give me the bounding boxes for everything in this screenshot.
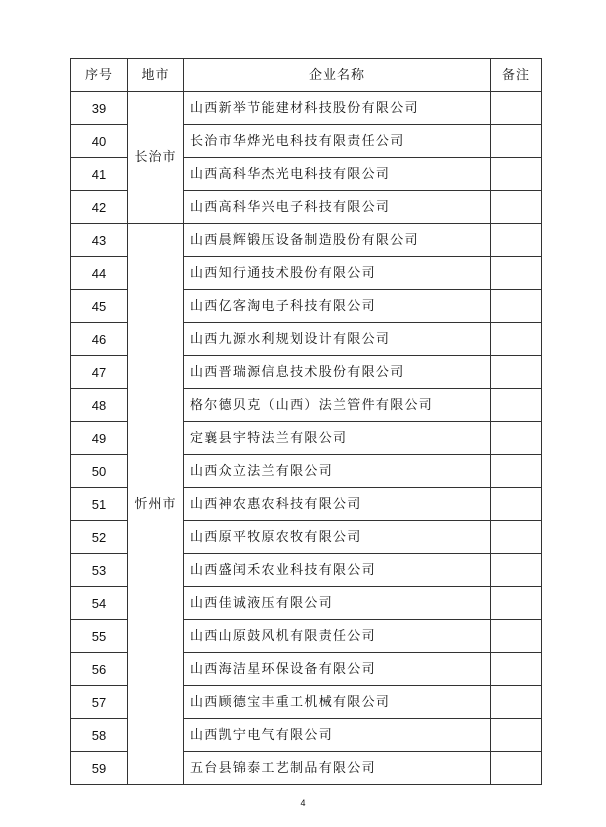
row-enterprise-name: 山西顾德宝丰重工机械有限公司 <box>184 686 491 719</box>
row-enterprise-name: 山西原平牧原农牧有限公司 <box>184 521 491 554</box>
row-enterprise-name: 山西九源水利规划设计有限公司 <box>184 323 491 356</box>
row-remarks <box>491 587 542 620</box>
row-enterprise-name: 山西神农惠农科技有限公司 <box>184 488 491 521</box>
header-city: 地市 <box>128 59 184 92</box>
row-remarks <box>491 752 542 785</box>
row-enterprise-name: 五台县锦泰工艺制品有限公司 <box>184 752 491 785</box>
row-seq: 52 <box>71 521 128 554</box>
row-enterprise-name: 山西凯宁电气有限公司 <box>184 719 491 752</box>
row-seq: 48 <box>71 389 128 422</box>
row-enterprise-name: 山西知行通技术股份有限公司 <box>184 257 491 290</box>
row-enterprise-name: 格尔德贝克（山西）法兰管件有限公司 <box>184 389 491 422</box>
row-remarks <box>491 554 542 587</box>
row-remarks <box>491 455 542 488</box>
row-enterprise-name: 山西晋瑞源信息技术股份有限公司 <box>184 356 491 389</box>
row-enterprise-name: 山西高科华兴电子科技有限公司 <box>184 191 491 224</box>
row-remarks <box>491 686 542 719</box>
row-seq: 50 <box>71 455 128 488</box>
row-remarks <box>491 92 542 125</box>
row-enterprise-name: 山西亿客淘电子科技有限公司 <box>184 290 491 323</box>
row-enterprise-name: 定襄县宇特法兰有限公司 <box>184 422 491 455</box>
row-seq: 44 <box>71 257 128 290</box>
row-enterprise-name: 山西山原鼓风机有限责任公司 <box>184 620 491 653</box>
row-remarks <box>491 224 542 257</box>
row-seq: 46 <box>71 323 128 356</box>
row-seq: 42 <box>71 191 128 224</box>
row-seq: 39 <box>71 92 128 125</box>
row-remarks <box>491 290 542 323</box>
row-city: 长治市 <box>128 92 184 224</box>
row-enterprise-name: 山西佳诚液压有限公司 <box>184 587 491 620</box>
row-remarks <box>491 389 542 422</box>
row-seq: 57 <box>71 686 128 719</box>
row-enterprise-name: 山西高科华杰光电科技有限公司 <box>184 158 491 191</box>
row-seq: 45 <box>71 290 128 323</box>
row-remarks <box>491 356 542 389</box>
row-remarks <box>491 422 542 455</box>
row-city: 忻州市 <box>128 224 184 785</box>
row-seq: 51 <box>71 488 128 521</box>
row-seq: 47 <box>71 356 128 389</box>
row-seq: 49 <box>71 422 128 455</box>
enterprise-table <box>70 58 542 785</box>
row-seq: 55 <box>71 620 128 653</box>
table-header-row <box>71 59 542 92</box>
row-seq: 54 <box>71 587 128 620</box>
row-seq: 58 <box>71 719 128 752</box>
row-seq: 40 <box>71 125 128 158</box>
row-remarks <box>491 488 542 521</box>
row-enterprise-name: 山西众立法兰有限公司 <box>184 455 491 488</box>
row-seq: 41 <box>71 158 128 191</box>
row-remarks <box>491 191 542 224</box>
table-row <box>71 92 542 125</box>
row-seq: 56 <box>71 653 128 686</box>
row-seq: 43 <box>71 224 128 257</box>
row-enterprise-name: 长治市华烨光电科技有限责任公司 <box>184 125 491 158</box>
row-enterprise-name: 山西新举节能建材科技股份有限公司 <box>184 92 491 125</box>
table-row <box>71 224 542 257</box>
row-remarks <box>491 521 542 554</box>
page-number: 4 <box>300 798 306 808</box>
row-remarks <box>491 719 542 752</box>
header-name: 企业名称 <box>184 59 491 92</box>
row-seq: 59 <box>71 752 128 785</box>
row-remarks <box>491 323 542 356</box>
header-seq: 序号 <box>71 59 128 92</box>
row-enterprise-name: 山西晨辉锻压设备制造股份有限公司 <box>184 224 491 257</box>
row-remarks <box>491 158 542 191</box>
row-remarks <box>491 257 542 290</box>
row-enterprise-name: 山西盛闰禾农业科技有限公司 <box>184 554 491 587</box>
row-remarks <box>491 125 542 158</box>
row-remarks <box>491 653 542 686</box>
header-remarks: 备注 <box>491 59 542 92</box>
row-enterprise-name: 山西海洁星环保设备有限公司 <box>184 653 491 686</box>
row-remarks <box>491 620 542 653</box>
table-body <box>71 92 542 785</box>
row-seq: 53 <box>71 554 128 587</box>
